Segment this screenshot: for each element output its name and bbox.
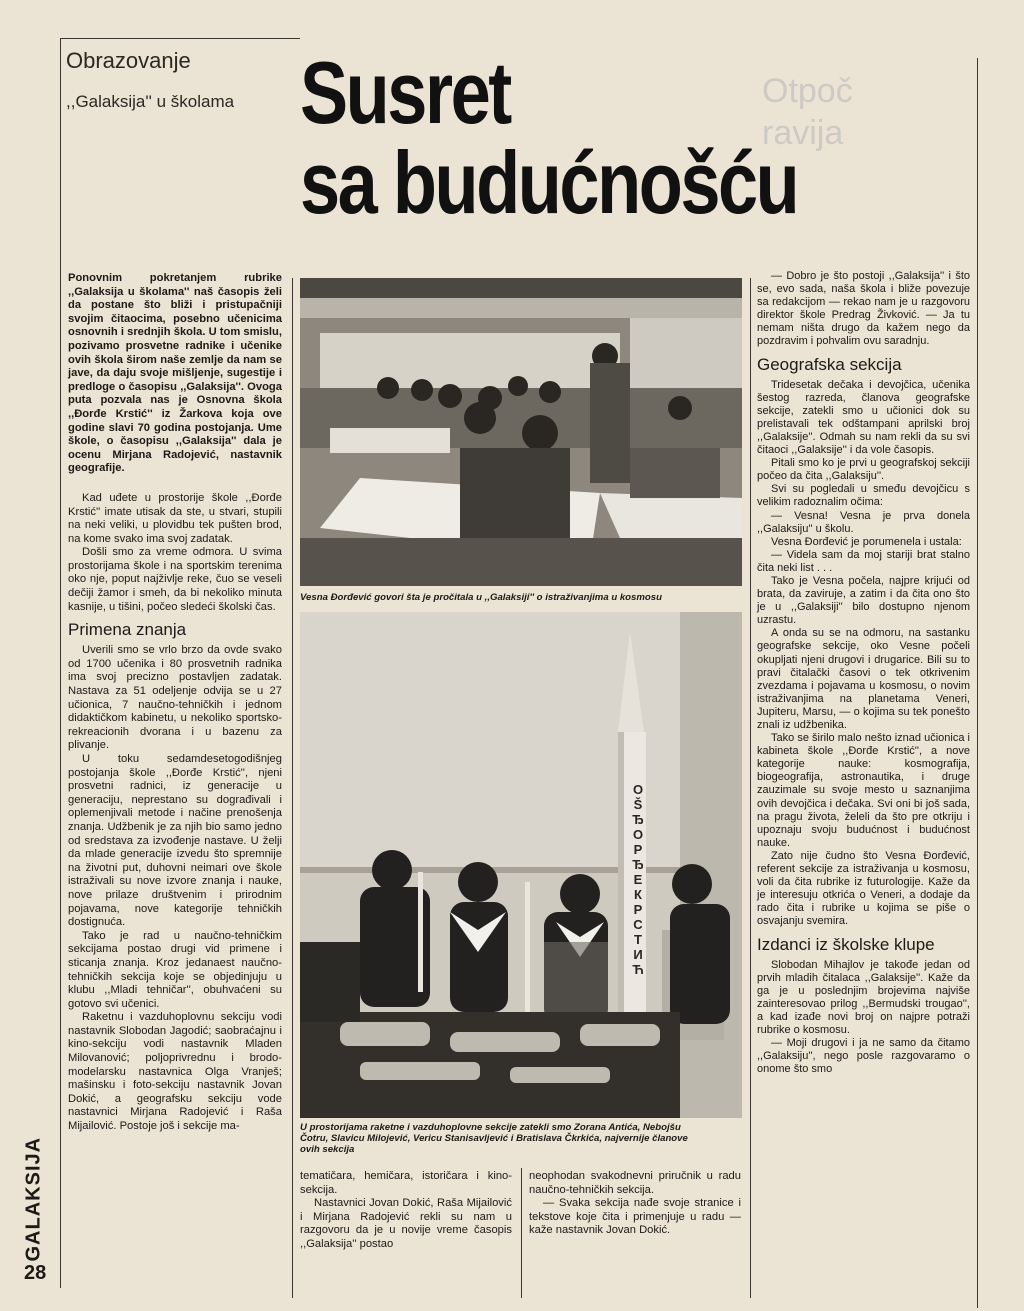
subhead-primena-znanja: Primena znanja [68, 620, 187, 640]
classroom-photo-drawing [300, 278, 742, 586]
col4-paragraph: Tridesetak dečaka i devojčica, učenika šestog razreda, članova geografske sekcije, zatekli smo u učionici dok su prelistavali tek odštampani aprilski broj ,,Galaksije''. Odmah su nam rekli da su svi čitaoci ,,Galaksije'' i da vole časopis. [757, 378, 970, 457]
subhead-izdanci: Izdanci iz školske klupe [757, 934, 935, 954]
classroom-photo [300, 278, 742, 586]
col3-paragraph: neophodan svakodnevni priručnik u radu naučno-tehničkih sekcija. [529, 1170, 741, 1196]
col1-paragraph: Kad uđete u prostorije škole ,,Đorđe Krstić'' imate utisak da ste, u stvari, stupili na neki veliki, u plovidbu tek pušten brod, na kome svako ima svoj zadatak. [68, 491, 282, 545]
col1-paragraph: Raketnu i vazduhoplovnu sekciju vodi nastavnik Slobodan Jagodić; saobraćajnu i kino-sekciju vodi nastavnik Mladen Milovanović; poljoprivrednu i brodo-modelarsku nastavnica Olga Vranješ; mašinsku i foto-sekciju nastavnik Jovan Dokić, a geografsku sekciju vode nastavnici Mirjana Radojević i Raša Mijailović. Postoje još i sekcije ma- [68, 1011, 282, 1133]
column-1 [68, 272, 282, 1134]
col1-paragraph: Došli smo za vreme odmora. U svima prostorijama škole i na sportskim terenima oko nje, poput najživlje reke, čuo se veseli dečiji žamor i smeh, da bi nekoliko minuta kasnije, u tišini, počeo sledeći školski čas. [68, 546, 282, 613]
header-rule [60, 38, 300, 39]
headline [300, 43, 798, 232]
col3-paragraph: — Svaka sekcija nađe svoje stranice i tekstove koje čita i primenjuje u radu — kaže nastavnik Jovan Dokić. [529, 1197, 741, 1237]
col4-paragraph: — Vesna! Vesna je prva donela ,,Galaksiju'' u školu. [757, 509, 970, 535]
column-rule-2 [521, 1168, 522, 1298]
headline-line-2: sa budućnošću [300, 133, 798, 232]
col1-paragraph: Tako je rad u naučno-tehničkim sekcijama postao drugi vid primene i sticanja znanja. Kroz jedanaest naučno-tehničkih sekcija koje se objedinjuju u klubu ,,Mladi tehničar'', obuhvaćeni su gotovo svi učenici. [68, 929, 282, 1010]
col4-paragraph: — Moji drugovi i ja ne samo da čitamo ,,Galaksiju'', nego posle razgovaramo o onome što smo [757, 1037, 970, 1076]
rocket-section-photo-caption: U prostorijama raketne i vazduhoplovne sekcije zatekli smo Zorana Antića, Nebojšu Čotru, Slavicu Milojević, Vericu Stanisavljević i Bratislava Čkrkića, najvernije članove ovih sekcija [300, 1122, 688, 1155]
rocket-section-photo-drawing [300, 612, 742, 1118]
col2-paragraph: Nastavnici Jovan Dokić, Raša Mijailović i Mirjana Radojević rekli su nam u razgovoru da je u novije vreme časopis ,,Galaksija'' postao [300, 1197, 512, 1250]
col4-paragraph: Svi su pogledali u smeđu devojčicu s velikim radoznalim očima: [757, 483, 970, 509]
headline-line-1: Susret [300, 43, 510, 142]
lead-paragraph: Ponovnim pokretanjem rubrike ,,Galaksija u školama'' naš časopis želi da postane što bliži i pristupačniji svojim čitaocima, posebno učenicima osnovnih i srednjih škola. U tom smislu, pozivamo prosvetne radnike i učenike ovih škola širom naše zemlje da nam se jave, da daju svoje mišljenje, sugestije i predloge o časopisu ,,Galaksija''. Ovoga puta pozvala nas je Osnovna škola ,,Đorđe Krstić'' iz Žarkova koja ove godine slavi 70 godina postojanja. Ume škole, o časopisu ,,Galaksija'' dala je ocenu Mirjana Radojević, nastavnik geografije. [68, 272, 282, 475]
section-label: Obrazovanje [66, 48, 191, 73]
col4-paragraph: Vesna Đorđević je porumenela i ustala: [771, 535, 962, 548]
col4-paragraph: Slobodan Mihajlov je takođe jedan od prvih mladih čitalaca ,,Galaksije''. Kaže da ga je u poslednjim brojevima najviše zainteresovao prilog ,,Bermudski trougao'', a kad izađe novi broj on najpre potraži rubrike o kosmosu. [757, 958, 970, 1036]
column-4 [757, 270, 970, 1076]
subsection-label: ,,Galaksija'' u školama [66, 92, 235, 111]
magazine-logo-text: GALAKSIJA [22, 1136, 45, 1262]
col1-paragraph: Uverili smo se vrlo brzo da ovde svako od 1700 učenika i 80 prosvetnih radnika ima svoj precizno postavljen zadatak. Nastava za 51 odeljenje odvija se u 27 učionica, 7 naučno-tehničkih i jednom didaktičkom kabinetu, u nekoliko sportsko-rekreacionih dvorana i u bazenu za plivanje. [68, 644, 282, 752]
right-margin-rule [977, 58, 978, 1308]
column-rule-3 [750, 278, 751, 1298]
rocket-label: OŠ ЂОРЂЕ КРСТИЋ [632, 782, 644, 977]
col4-paragraph: Pitali smo ko je prvi u geografskoj sekciji počeo da čita ,,Galaksiju''. [757, 457, 970, 483]
col4-paragraph: A onda su se na odmoru, na sastanku geografske sekcije, oko Vesne počeli okupljati njeni drugovi i drugarice. Bili su to pravi čitalački časovi o tek otkrivenim zvezdama i pojavama u kosmosu, o novim istraživanjima na planetama Veneri, Jupiteru, Marsu, — o kojima su tek ponešto znali iz udžbenika. [757, 627, 970, 731]
rocket-section-photo [300, 612, 742, 1118]
classroom-photo-caption: Vesna Đorđević govori šta je pročitala u ,,Galaksiji'' o istraživanjima u kosmosu [300, 592, 662, 603]
bleed-through-text: Otpoč ravija [762, 72, 853, 152]
left-margin-rule [60, 38, 61, 1288]
page-number: 28 [24, 1262, 47, 1284]
col4-paragraph: — Dobro je što postoji ,,Galaksija'' i što se, evo sada, naša škola i bliže povezuje sa redakcijom — rekao nam je u razgovoru direktor škole Predrag Živković. — Ja tu nemam ništa drugo da kažem nego da pozdravim i pohvalim ovu saradnju. [757, 270, 970, 348]
col4-paragraph: — Videla sam da moj stariji brat stalno čita neki list . . . [757, 548, 970, 574]
col4-paragraph: Tako je Vesna počela, najpre krijući od brata, da zaviruje, a zatim i da čita ono što je u ,,Galaksiji'' bilo dostupno njenom uzrastu. [757, 574, 970, 627]
col4-paragraph: Zato nije čudno što Vesna Đorđević, referent sekcije za istraživanja u kosmosu, voli da čita rubrike iz futurologije. Kaže da je interesuju otkrića o Veneri, a dodaje da rado čita i rubrike u kojima se piše o osvajanju svemira. [757, 849, 970, 928]
column-3 [529, 1170, 741, 1238]
col2-paragraph: tematičara, hemičara, istoričara i kino-sekcija. [300, 1170, 512, 1196]
col4-paragraph: Tako se širilo malo nešto iznad učionica i kabineta škole ,,Đorđe Krstić'', a nove kategorije nauke: kosmografija, biogeografija, astronautika, i druge zauzimale su svoje mesto u saznanjima ovih devojčica i dečaka. Svi oni bi još sada, na pragu života, želeli da što pre otkriju i upoznaju svoju budućnost i budućnost nauke. [757, 732, 970, 849]
column-rule-1 [292, 278, 293, 1298]
column-2 [300, 1170, 512, 1252]
col1-paragraph: U toku sedamdesetogodišnjeg postojanja škole ,,Đorđe Krstić'', njeni prosvetni radnici, iz generacije u generaciju, neprestano su dograđivali i oplemenjivali metode i načine prenošenja znanja. Udžbenik je za njih bio samo jedno od sredstava za izvođenje nastave. U želji da mlade generacije izvedu što spremnije na životni put, duhovni neimari ove škole istraživali su nove izvore znanja i nauke, nove prilaze društvenim i prirodnim pojavama, nove kategorije tehničkih dostignuća. [68, 753, 282, 929]
subhead-geografska-sekcija: Geografska sekcija [757, 354, 902, 374]
